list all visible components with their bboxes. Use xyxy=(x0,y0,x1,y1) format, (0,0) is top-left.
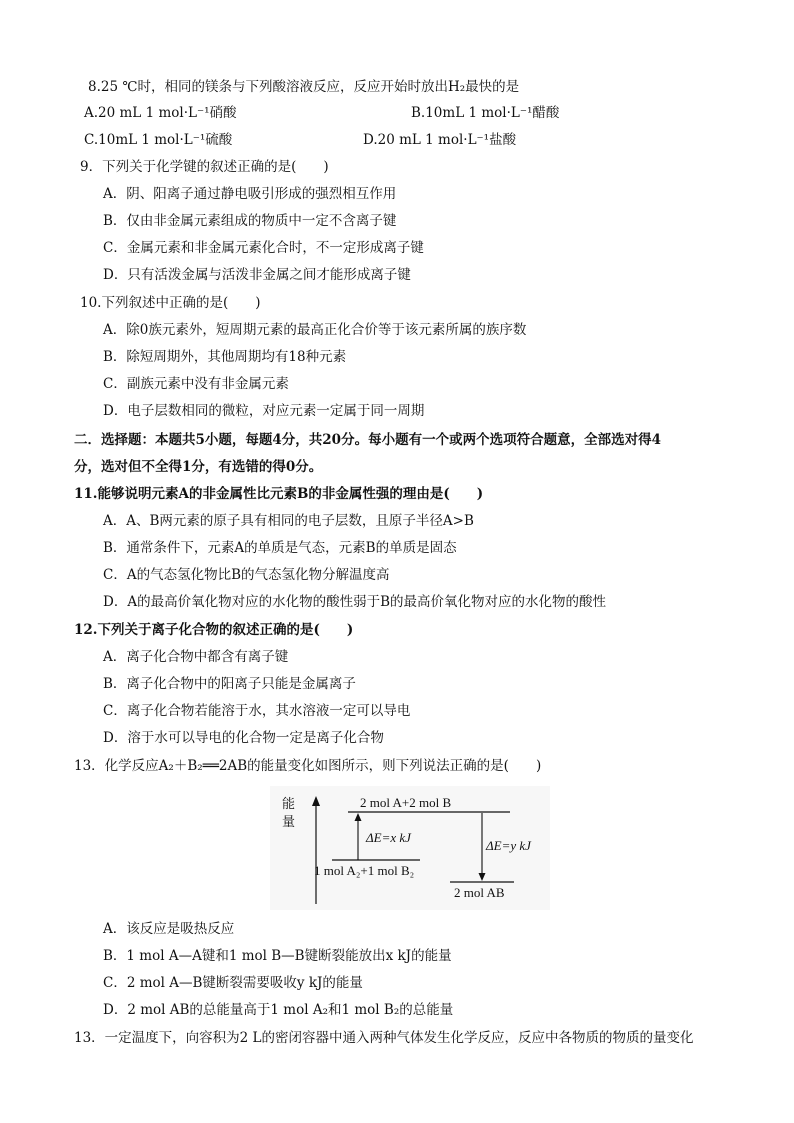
q10-option-b: B．除短周期外，其他周期均有18种元素 xyxy=(103,349,347,365)
q9-option-b: B．仅由非金属元素组成的物质中一定不含离子键 xyxy=(103,213,397,229)
q11-stem: 11.能够说明元素A的非金属性比元素B的非金属性强的理由是( ) xyxy=(74,486,484,502)
q12-option-a: A．离子化合物中都含有离子键 xyxy=(103,649,289,665)
delta-x-label: ΔE=x kJ xyxy=(366,830,411,845)
section2-header-line1: 二．选择题：本题共5小题，每题4分，共20分。每小题有一个或两个选项符合题意，全部选对得4 xyxy=(74,432,661,448)
q11-option-d: D．A的最高价氧化物对应的水化物的酸性弱于B的最高价氧化物对应的水化物的酸性 xyxy=(103,594,606,610)
product-level-label: 2 mol AB xyxy=(454,885,505,900)
q11-option-c: C．A的气态氢化物比B的气态氢化物分解温度高 xyxy=(103,567,390,583)
q8-stem: 8.25 ℃时，相同的镁条与下列酸溶液反应，反应开始时放出H₂最快的是 xyxy=(88,79,520,95)
q9-option-a: A．阴、阳离子通过静电吸引形成的强烈相互作用 xyxy=(103,186,397,202)
q8-option-b: B.10mL 1 mol·L⁻¹醋酸 xyxy=(411,105,560,121)
delta-y-label: ΔE=y kJ xyxy=(486,838,531,853)
q14-stem: 13．一定温度下，向容积为2 L的密闭容器中通入两种气体发生化学反应，反应中各物质的物质的量变化 xyxy=(74,1030,694,1046)
q13-option-d: D．2 mol AB的总能量高于1 mol A₂和1 mol B₂的总能量 xyxy=(103,1002,454,1018)
q11-option-a: A．A、B两元素的原子具有相同的电子层数，且原子半径A>B xyxy=(103,513,474,529)
q13-option-b: B．1 mol A—A键和1 mol B—B键断裂能放出x kJ的能量 xyxy=(103,948,452,964)
energy-axis-arrow-icon xyxy=(312,796,320,806)
top-level-label: 2 mol A+2 mol B xyxy=(360,795,452,810)
q13-option-a: A．该反应是吸热反应 xyxy=(103,921,235,937)
q11-option-b: B．通常条件下，元素A的单质是气态，元素B的单质是固态 xyxy=(103,540,457,556)
energy-diagram-svg xyxy=(270,786,550,910)
energy-axis-label-1: 能 xyxy=(282,797,296,812)
q12-option-b: B．离子化合物中的阳离子只能是金属离子 xyxy=(103,676,356,692)
q9-option-d: D．只有活泼金属与活泼非金属之间才能形成离子键 xyxy=(103,267,411,283)
q12-stem: 12.下列关于离子化合物的叙述正确的是( ) xyxy=(74,622,354,638)
q10-option-a: A．除0族元素外，短周期元素的最高正化合价等于该元素所属的族序数 xyxy=(103,322,527,338)
q10-option-d: D．电子层数相同的微粒，对应元素一定属于同一周期 xyxy=(103,403,425,419)
q8-option-d: D.20 mL 1 mol·L⁻¹盐酸 xyxy=(363,132,517,148)
q8-option-c: C.10mL 1 mol·L⁻¹硫酸 xyxy=(84,132,233,148)
q13-stem: 13．化学反应A₂＋B₂══2AB的能量变化如图所示，则下列说法正确的是( ) xyxy=(74,758,542,774)
q12-option-d: D．溶于水可以导电的化合物一定是离子化合物 xyxy=(103,730,384,746)
q9-option-c: C．金属元素和非金属元素化合时，不一定形成离子键 xyxy=(103,240,424,256)
delta-x-arrowhead-icon xyxy=(355,813,362,821)
delta-y-arrowhead-icon xyxy=(479,873,486,881)
energy-diagram xyxy=(270,786,550,910)
q10-stem: 10.下列叙述中正确的是( ) xyxy=(80,295,261,311)
q8-option-a: A.20 mL 1 mol·L⁻¹硝酸 xyxy=(84,105,237,121)
q13-option-c: C．2 mol A—B键断裂需要吸收y kJ的能量 xyxy=(103,975,363,991)
q12-option-c: C．离子化合物若能溶于水，其水溶液一定可以导电 xyxy=(103,703,411,719)
q10-option-c: C．副族元素中没有非金属元素 xyxy=(103,376,289,392)
q9-stem: 9．下列关于化学键的叙述正确的是( ) xyxy=(80,159,329,175)
reactant-level-label: 1 mol A₂+1 mol B₂ xyxy=(314,863,415,878)
energy-axis-label-2: 量 xyxy=(282,815,296,830)
section2-header-line2: 分，选对但不全得1分，有选错的得0分。 xyxy=(74,459,323,475)
